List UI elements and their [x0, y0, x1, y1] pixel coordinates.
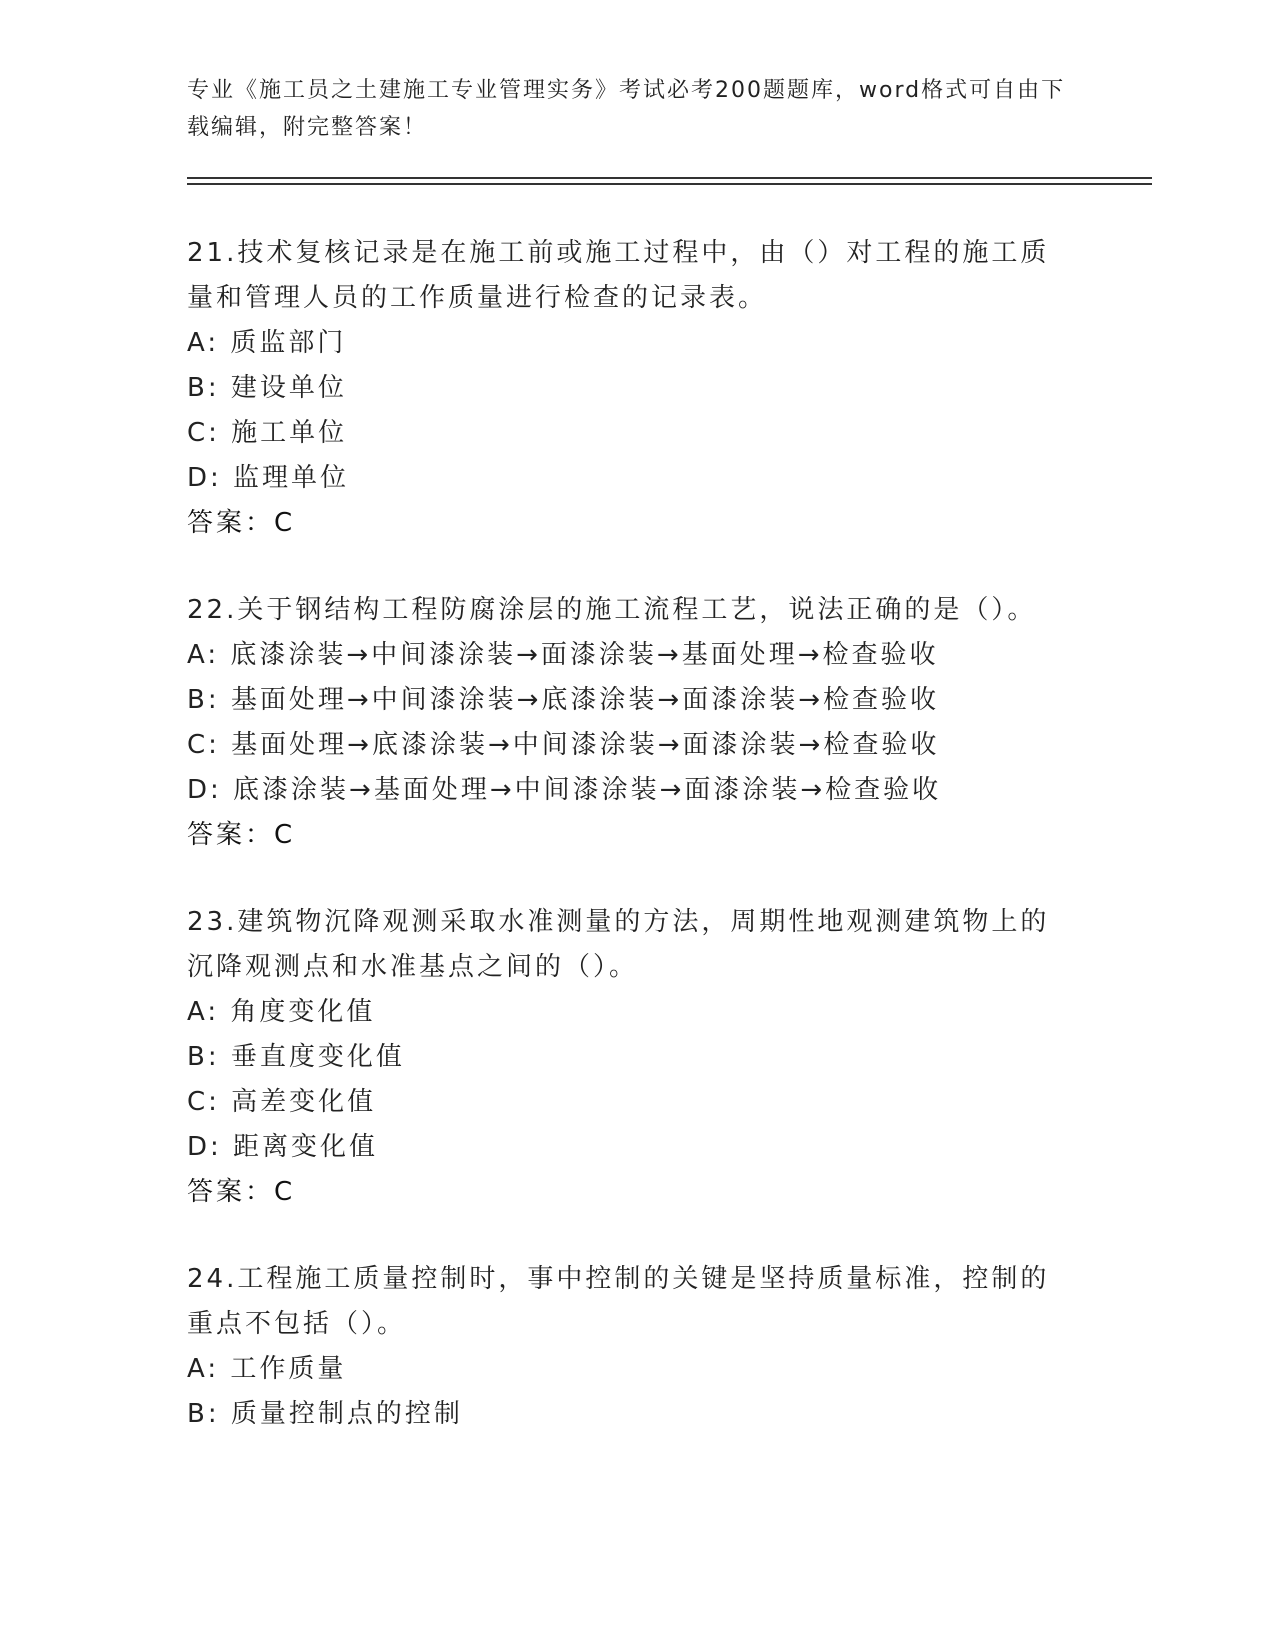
document-header: 专业《施工员之土建施工专业管理实务》考试必考200题题库，word格式可自由下载编辑，附完整答案！	[187, 78, 1066, 140]
question-22	[187, 588, 1087, 858]
option-a: A: 底漆涂装→中间漆涂装→面漆涂装→基面处理→检查验收	[187, 640, 939, 670]
answer: 答案：C	[187, 820, 296, 850]
option-d: D: 监理单位	[187, 463, 350, 493]
option-a: A: 角度变化值	[187, 997, 376, 1027]
option-b: B: 质量控制点的控制	[187, 1399, 463, 1429]
option-b: B: 垂直度变化值	[187, 1042, 405, 1072]
answer: 答案：C	[187, 508, 296, 538]
option-c: C: 施工单位	[187, 418, 348, 448]
option-b: B: 基面处理→中间漆涂装→底漆涂装→面漆涂装→检查验收	[187, 685, 940, 715]
question-text: 23.建筑物沉降观测采取水准测量的方法，周期性地观测建筑物上的沉降观测点和水准基点之间的（）。	[187, 907, 1050, 982]
option-d: D: 底漆涂装→基面处理→中间漆涂装→面漆涂装→检查验收	[187, 775, 942, 805]
option-a: A: 质监部门	[187, 328, 347, 358]
header-divider-top	[187, 177, 1152, 179]
question-text: 21.技术复核记录是在施工前或施工过程中，由（）对工程的施工质量和管理人员的工作质量进行检查的记录表。	[187, 238, 1050, 313]
question-text: 24.工程施工质量控制时，事中控制的关键是坚持质量标准，控制的重点不包括（）。	[187, 1264, 1050, 1339]
answer: 答案：C	[187, 1177, 296, 1207]
option-d: D: 距离变化值	[187, 1132, 379, 1162]
question-21	[187, 231, 1087, 546]
option-b: B: 建设单位	[187, 373, 347, 403]
question-23	[187, 900, 1087, 1215]
question-24	[187, 1257, 1087, 1437]
option-c: C: 高差变化值	[187, 1087, 377, 1117]
option-a: A: 工作质量	[187, 1354, 347, 1384]
option-c: C: 基面处理→底漆涂装→中间漆涂装→面漆涂装→检查验收	[187, 730, 940, 760]
question-list	[187, 231, 1087, 1479]
header-divider-bottom	[187, 183, 1152, 185]
question-text: 22.关于钢结构工程防腐涂层的施工流程工艺，说法正确的是（）。	[187, 595, 1037, 625]
